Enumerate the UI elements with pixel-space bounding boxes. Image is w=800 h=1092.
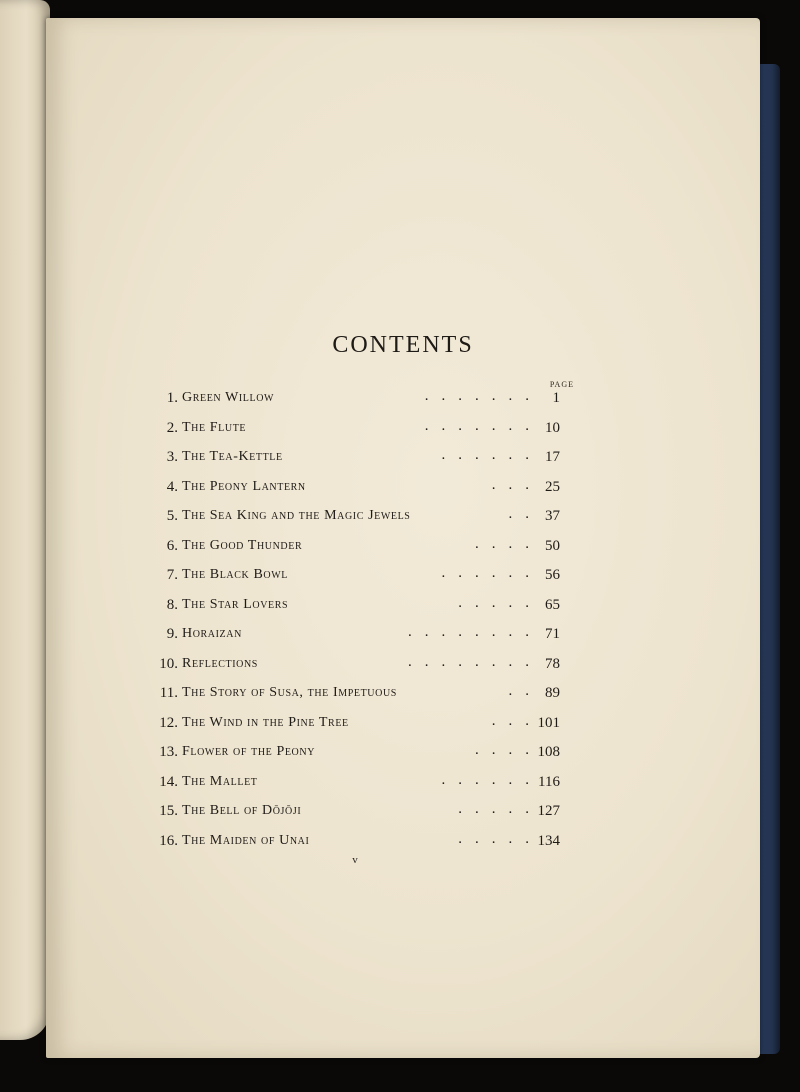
toc-entry [46,652,760,676]
entry-page-number: 50 [545,537,560,554]
toc-entry [46,681,760,705]
entry-page-number: 71 [545,626,560,642]
entry-number: 3. [166,449,178,465]
dot-leader: .... [475,535,542,552]
dot-leader: ..... [458,830,542,847]
entry-page-number: 116 [538,773,560,790]
dot-leader: .. [508,506,542,522]
entry-number: 1. [166,390,178,406]
entry-number: 13. [159,744,178,760]
dot-leader: ....... [424,417,542,434]
entry-number: 8. [166,596,178,613]
entry-title: Reflections [182,655,258,671]
entry-number: 2. [166,419,178,436]
dot-leader: ..... [458,594,542,611]
toc-entry [46,740,760,764]
entry-number: 11. [159,685,178,701]
dot-leader: .. [508,683,542,699]
entry-title: The Bell of Dōjōji [182,803,302,818]
entry-title: The Black Bowl [182,567,288,582]
dot-leader: ....... [424,388,542,404]
entry-number: 4. [166,478,178,495]
entry-page-number: 65 [545,596,560,613]
toc-entry [46,504,760,528]
dot-leader: ... [491,712,542,729]
entry-title: The Mallet [182,773,258,789]
entry-number: 7. [166,567,178,583]
entry-title: Horaizan [182,626,242,641]
entry-title: The Wind in the Pine Tree [182,714,349,730]
dot-leader: .... [475,742,542,758]
entry-number: 6. [166,537,178,554]
toc-entry [46,534,760,558]
entry-page-number: 37 [545,508,560,524]
entry-page-number: 17 [545,449,560,465]
entry-number: 5. [166,508,178,524]
entry-number: 12. [159,714,178,731]
toc-entry [46,416,760,440]
dot-leader: ..... [458,801,542,817]
entry-title: The Peony Lantern [182,478,306,494]
folio-text: v [352,854,358,866]
dot-leader: ........ [408,653,542,670]
entry-title: The Maiden of Unai [182,832,310,848]
dot-leader: ... [491,476,542,493]
toc-entry [46,799,760,823]
entry-title: Flower of the Peony [182,744,316,759]
toc-entry [46,622,760,646]
dot-leader: ...... [441,447,542,463]
dot-leader: ........ [408,624,542,640]
page-title: CONTENTS [332,332,474,358]
toc-entry [46,475,760,499]
entry-page-number: 89 [545,685,560,701]
toc-entry [46,711,760,735]
entry-page-number: 127 [537,803,560,819]
entry-title: The Flute [182,419,247,435]
toc-entry [46,770,760,794]
entry-title: The Good Thunder [182,537,303,553]
dot-leader: ...... [441,565,542,581]
entry-number: 9. [166,626,178,642]
entry-page-number: 56 [545,567,560,583]
entry-page-number: 10 [545,419,560,436]
entry-title: Green Willow [182,390,275,405]
toc-entry [46,829,760,853]
facing-page [0,0,50,1040]
entry-title: The Star Lovers [182,596,289,612]
page-number [46,854,760,866]
entry-page-number: 25 [545,478,560,495]
entry-title: The Sea King and the Magic Jewels [182,508,411,523]
toc-entry [46,386,760,410]
entry-page-number: 1 [552,390,560,406]
entry-page-number: 78 [545,655,560,672]
entry-title: The Story of Susa, the Impetuous [182,685,397,700]
entry-page-number: 108 [537,744,560,760]
entry-number: 16. [159,832,178,849]
entry-page-number: 101 [537,714,560,731]
toc-entry [46,563,760,587]
entry-number: 15. [159,803,178,819]
toc-entry [46,593,760,617]
entry-title: The Tea-Kettle [182,449,283,464]
contents-page [46,18,760,1058]
page-column-header: PAGE [549,380,574,389]
entry-number: 10. [159,655,178,672]
entry-page-number: 134 [537,832,560,849]
toc-entry [46,445,760,469]
entry-number: 14. [159,773,178,790]
dot-leader: ...... [441,771,542,788]
